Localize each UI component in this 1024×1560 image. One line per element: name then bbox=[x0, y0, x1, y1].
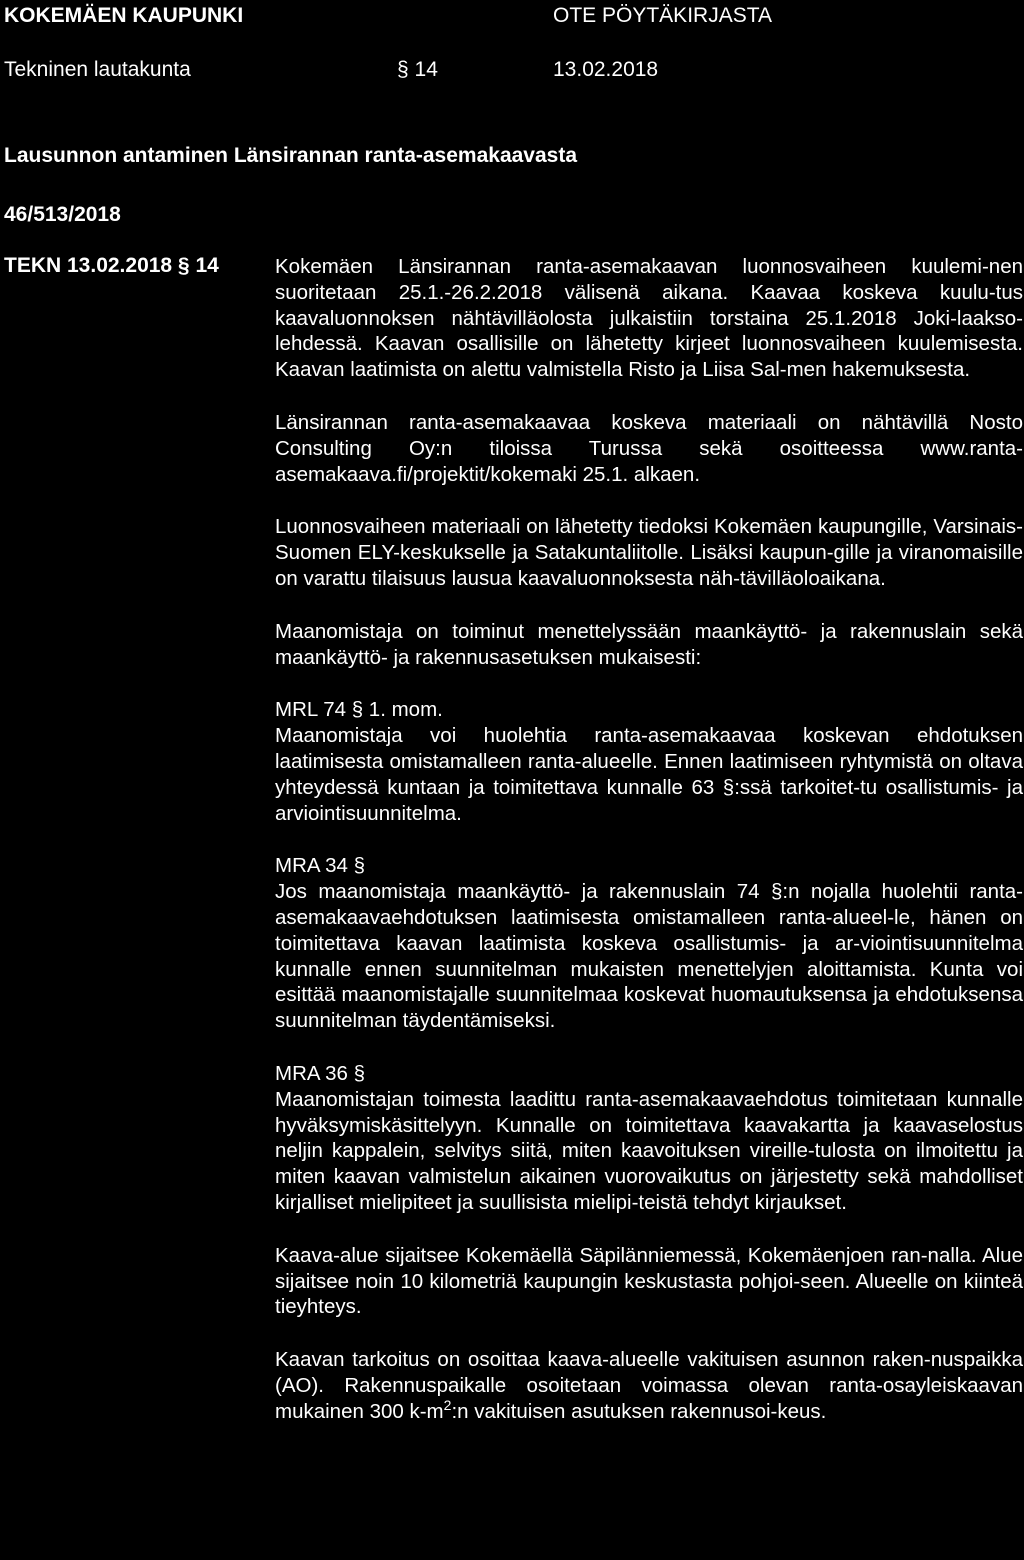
meeting-reference: TEKN 13.02.2018 § 14 bbox=[4, 254, 219, 277]
paragraph: Kokemäen Länsirannan ranta-asemakaavan luonnosvaiheen kuulemi-nen suoritetaan 25.1.-26.2.2018 välisenä aikana. Kaavaa koskeva kuulu-tus kaavaluonnoksen nähtävilläolosta julkaistiin torstaina 25.1.2018 Joki-laakso-lehdessä. Kaavan osallisille on lähetetty kirjeet luonnosvaiheen kuulemisesta. Kaavan laatimista on alettu valmistella Risto ja Liisa Sal-men hakemuksesta. bbox=[275, 255, 1023, 382]
paragraph: Luonnosvaiheen materiaali on lähetetty tiedoksi Kokemäen kaupungille, Varsinais-Suomen ELY-keskukselle ja Satakuntaliitolle. Lisäksi kaupun-gille ja viranomaisille on varattu tilaisuus lausua kaavaluonnoksesta näh-tävilläoloaikana. bbox=[275, 515, 1023, 590]
paragraph: Maanomistaja on toiminut menettelyssään maankäyttö- ja rakennuslain sekä maankäyttö- ja rakennusasetuksen mukaisesti: bbox=[275, 619, 1023, 669]
body-text bbox=[275, 254, 1023, 1451]
committee-name: Tekninen lautakunta bbox=[4, 58, 191, 81]
organization-name: KOKEMÄEN KAUPUNKI bbox=[4, 4, 244, 27]
legal-citation-block bbox=[275, 853, 1023, 1034]
paragraph bbox=[275, 1347, 1023, 1424]
legal-citation-block bbox=[275, 697, 1023, 826]
document-title: Lausunnon antaminen Länsirannan ranta-asemakaavasta bbox=[4, 144, 578, 167]
paragraph-text: :n vakituisen asutuksen rakennusoi-keus. bbox=[451, 1399, 827, 1423]
citation-text: Maanomistajan toimesta laadittu ranta-asemakaavaehdotus toimitetaan kunnalle hyväksymiskäsittelyyn. Kunnalle on toimitettava kaavakartta ja kaavaselostus neljin kappalein, selvitys siitä, miten kaavoituksen vireille-tulosta on ilmoitettu ja miten kaavan valmistelun aikainen vuorovaikutus on järjestetty sekä mahdolliset kirjalliset mielipiteet ja suullisista mielipi-teistä tehdyt kirjaukset. bbox=[275, 1087, 1023, 1214]
citation-text: Jos maanomistaja maankäyttö- ja rakennuslain 74 §:n nojalla huolehtii ranta-asemakaavaehdotuksen laatimisesta omistamalleen ranta-alueel-le, hänen on toimitettava kaavan laatimista koskeva osallistumis- ja ar-viointisuunnitelma kunnalle ennen suunnitelman mukaisten menettelyjen aloittamista. Kunta voi esittää maanomistajalle suunnitelmaa koskevat huomautuksensa ja ehdotuksensa suunnitelman täydentämiseksi. bbox=[275, 880, 1023, 1033]
citation-label: MRA 34 § bbox=[275, 854, 366, 878]
section-number: § 14 bbox=[397, 58, 438, 81]
paragraph: Kaava-alue sijaitsee Kokemäellä Säpilänniemessä, Kokemäenjoen ran-nalla. Alue sijaitsee noin 10 kilometriä kaupungin keskustasta pohjoi-seen. Alueelle on kiinteä tieyhteys. bbox=[275, 1243, 1023, 1319]
citation-label: MRL 74 § 1. mom. bbox=[275, 698, 443, 722]
citation-text: Maanomistaja voi huolehtia ranta-asemakaavaa koskevan ehdotuksen laatimisesta omistamalleen ranta-alueelle. Ennen laatimiseen ryhtymistä on oltava yhteydessä kuntaan ja toimitettava kunnalle 63 §:ssä tarkoitet-tu osallistumis- ja arviointisuunnitelma. bbox=[275, 724, 1023, 825]
citation-label: MRA 36 § bbox=[275, 1061, 366, 1085]
meeting-date: 13.02.2018 bbox=[553, 58, 659, 81]
document-type: OTE PÖYTÄKIRJASTA bbox=[553, 4, 772, 27]
paragraph: Länsirannan ranta-asemakaavaa koskeva materiaali on nähtävillä Nosto Consulting Oy:n tiloissa Turussa sekä osoitteessa www.ranta-asemakaava.fi/projektit/kokemaki 25.1. alkaen. bbox=[275, 410, 1023, 486]
legal-citation-block bbox=[275, 1061, 1023, 1216]
document-id: 46/513/2018 bbox=[4, 203, 121, 226]
superscript: 2 bbox=[443, 1396, 452, 1413]
paragraph-text: Kaavan tarkoitus on osoittaa kaava-alueelle vakituisen asunnon raken-nuspaikka (AO). Rakennuspaikalle osoitetaan voimassa olevan ranta-osayleiskaavan mukainen 300 k-m bbox=[275, 1348, 1023, 1423]
